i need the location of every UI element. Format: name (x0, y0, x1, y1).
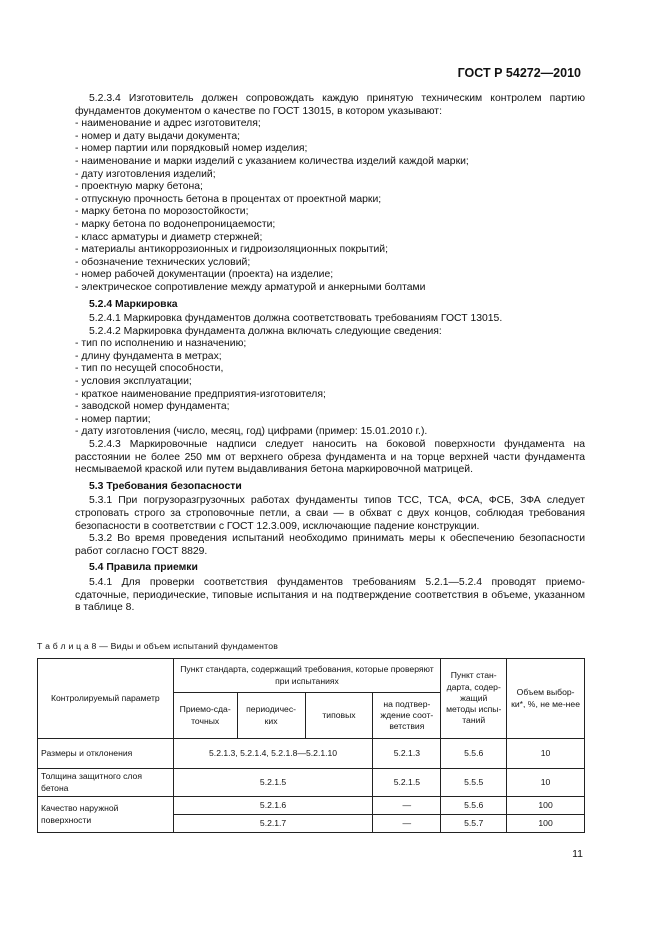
table-caption: Т а б л и ц а 8 — Виды и объем испытаний фундаментов (37, 641, 279, 651)
cell-methods: 5.5.7 (441, 815, 507, 833)
list-item: - марку бетона по морозостойкости; (75, 206, 585, 219)
section-heading-marking: 5.2.4 Маркировка (89, 298, 178, 310)
section-heading-acceptance: 5.4 Правила приемки (89, 562, 198, 574)
cell-conformity: — (373, 815, 441, 833)
paragraph-5-4-1: 5.4.1 Для проверки соответствия фундаментов требованиям 5.2.1—5.2.4 проводят приемо-сдаточные, периодические, типовые испытания и на подтверждение соответствия в объеме, указанном в таблице 8. (75, 576, 585, 614)
cell-conformity: — (373, 797, 441, 815)
list-item: - дату изготовления изделий; (75, 169, 585, 182)
tests-table (37, 658, 585, 833)
cell-clauses: 5.2.1.3, 5.2.1.4, 5.2.1.8—5.2.1.10 (173, 739, 373, 769)
cell-conformity: 5.2.1.5 (373, 769, 441, 797)
list-item: - проектную марку бетона; (75, 181, 585, 194)
cell-parameter: Качество наружной поверхности (38, 797, 174, 833)
list-item: - отпускную прочность бетона в процентах от проектной марки; (75, 194, 585, 207)
header-test-methods: Пункт стан-дарта, содер-жащий методы испы-таний (441, 659, 507, 739)
cell-volume: 10 (507, 739, 585, 769)
document-id-header: ГОСТ Р 54272—2010 (457, 66, 581, 80)
header-controlled-parameter: Контролируемый параметр (38, 659, 174, 739)
paragraph-5-2-4-2: 5.2.4.2 Маркировка фундамента должна включать следующие сведения: (89, 325, 442, 337)
quality-document-list (75, 118, 585, 294)
cell-methods: 5.5.6 (441, 739, 507, 769)
cell-methods: 5.5.6 (441, 797, 507, 815)
list-item: - длину фундамента в метрах; (75, 351, 585, 364)
list-item: - марку бетона по водонепроницаемости; (75, 219, 585, 232)
list-item: - тип по исполнению и назначению; (75, 338, 585, 351)
cell-volume: 10 (507, 769, 585, 797)
paragraph-5-3-1: 5.3.1 При погрузоразгрузочных работах фундаменты типов ТСС, ТСА, ФСА, ФСБ, ЗФА следует строповать строго за строповочные петли, а сваи — в обхват с двух концов, соблюдая требования безопасности в соответствии с ГОСТ 12.3.009, исключающие падение конструкции. (75, 495, 585, 532)
header-conformity: на подтвер-ждение соот-ветствия (373, 693, 441, 739)
list-item: - условия эксплуатации; (75, 376, 585, 389)
paragraph-5-2-4-1: 5.2.4.1 Маркировка фундаментов должна соответствовать требованиям ГОСТ 13015. (89, 313, 503, 325)
cell-methods: 5.5.5 (441, 769, 507, 797)
header-type: типовых (305, 693, 373, 739)
table-row (38, 739, 585, 769)
cell-volume: 100 (507, 815, 585, 833)
cell-clauses: 5.2.1.6 (173, 797, 373, 815)
cell-clauses: 5.2.1.5 (173, 769, 373, 797)
header-periodic: периодичес-ких (237, 693, 305, 739)
list-item: - материалы антикоррозионных и гидроизоляционных покрытий; (75, 244, 585, 257)
marking-list (75, 338, 585, 439)
list-item: - номер и дату выдачи документа; (75, 131, 585, 144)
list-item: - наименование и адрес изготовителя; (75, 118, 585, 131)
list-item: - номер партии или порядковый номер изделия; (75, 143, 585, 156)
list-item: - класс арматуры и диаметр стержней; (75, 232, 585, 245)
header-acceptance: Приемо-сда-точных (173, 693, 237, 739)
list-item: - дату изготовления (число, месяц, год) цифрами (пример: 15.01.2010 г.). (75, 426, 585, 439)
list-item: - обозначение технических условий; (75, 257, 585, 270)
paragraph-5-3-2: 5.3.2 Во время проведения испытаний необходимо принимать меры к обеспечению безопасности работ согласно ГОСТ 8829. (75, 533, 585, 557)
document-body (75, 93, 585, 615)
table-row (38, 797, 585, 815)
list-item: - заводской номер фундамента; (75, 401, 585, 414)
list-item: - тип по несущей способности, (75, 363, 585, 376)
list-item: - номер партии; (75, 414, 585, 427)
paragraph-5-2-3-4: 5.2.3.4 Изготовитель должен сопровождать каждую принятую техническим контролем партию фундаментов документом о качестве по ГОСТ 13015, в котором указывают: (75, 93, 585, 117)
paragraph-5-2-4-3: 5.2.4.3 Маркировочные надписи следует наносить на боковой поверхности фундамента на расстоянии не более 250 мм от верхнего обреза фундамента и на торце верхней части фундамента несмываемой краской или путем выдавливания бетона маркировочной матрицей. (75, 439, 585, 476)
list-item: - электрическое сопротивление между арматурой и анкерными болтами (75, 282, 585, 295)
list-item: - краткое наименование предприятия-изготовителя; (75, 389, 585, 402)
section-heading-safety: 5.3 Требования безопасности (89, 480, 242, 492)
header-standard-clause-group: Пункт стандарта, содержащий требования, которые проверяют при испытаниях (173, 659, 441, 693)
table-row (38, 769, 585, 797)
list-item: - наименование и марки изделий с указанием количества изделий каждой марки; (75, 156, 585, 169)
cell-clauses: 5.2.1.7 (173, 815, 373, 833)
cell-volume: 100 (507, 797, 585, 815)
header-sample-volume: Объем выбор-ки*, %, не ме-нее (507, 659, 585, 739)
list-item: - номер рабочей документации (проекта) на изделие; (75, 269, 585, 282)
cell-conformity: 5.2.1.3 (373, 739, 441, 769)
cell-parameter: Размеры и отклонения (38, 739, 174, 769)
page-number: 11 (572, 848, 583, 860)
cell-parameter: Толщина защитного слоя бетона (38, 769, 174, 797)
